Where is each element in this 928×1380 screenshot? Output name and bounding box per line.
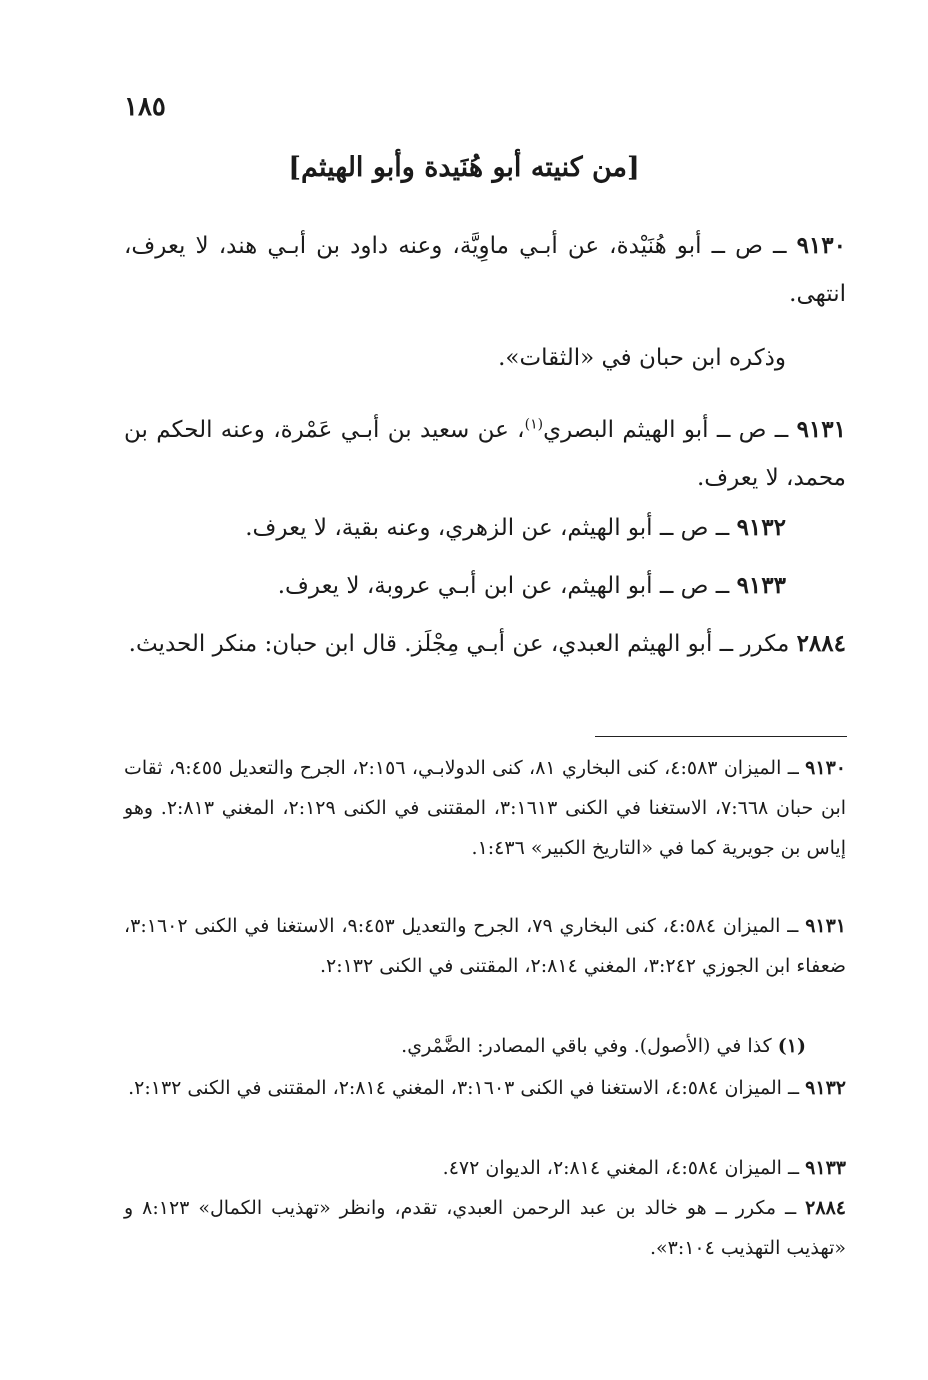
- entry-number: ٢٨٨٤: [796, 630, 846, 657]
- entry-9131: [124, 406, 846, 502]
- footnote-divider: [595, 736, 847, 737]
- entry-2884: [124, 620, 846, 668]
- footnote-reference: (١): [524, 416, 544, 433]
- entry-text: ــ ص ــ أبو الهيثم، عن الزهري، وعنه بقية، لا يعرف.: [245, 515, 737, 541]
- entry-text: ــ ص ــ أبو الهيثم، عن ابن أبـي عروبة، لا يعرف.: [277, 573, 737, 599]
- footnote-number: ٩١٣٢: [805, 1077, 846, 1099]
- footnote-text: ــ الميزان ٤:٥٨٣، كنى البخاري ٨١، كنى الدولابـي، ٢:١٥٦، الجرح والتعديل ٩:٤٥٥، ثقات ابن حبان ٧:٦٦٨، الاستغنا في الكنى ٣:١٦١٣، المقتنى في الكنى ٢:١٢٩، المغني ٢:٨١٣. وهو إياس بن جويرية كما في «التاريخ الكبير» ١:٤٣٦.: [124, 757, 847, 859]
- entry-ibn-hibban-note: [124, 334, 786, 382]
- entry-number: ٩١٣٠: [796, 232, 846, 259]
- entry-text: مكرر ــ أبو الهيثم العبدي، عن أبـي مِجْلَز. قال ابن حبان: منكر الحديث.: [128, 631, 797, 657]
- footnote-number: (١): [777, 1035, 806, 1057]
- footnote-number: ٩١٣٣: [805, 1157, 846, 1179]
- page-number: ١٨٥: [124, 92, 166, 122]
- footnote-1: [124, 1026, 806, 1066]
- entry-9130: [124, 222, 846, 318]
- footnote-text: ــ الميزان ٤:٥٨٤، كنى البخاري ٧٩، الجرح والتعديل ٩:٤٥٣، الاستغنا في الكنى ٣:١٦٠٢، ضعفاء ابن الجوزي ٣:٢٤٢، المغني ٢:٨١٤، المقتنى في الكنى ٢:١٣٢.: [124, 915, 846, 977]
- footnote-number: ٩١٣١: [805, 915, 847, 937]
- entry-text: وذكره ابن حبان في «الثقات».: [498, 345, 786, 371]
- entry-text: ــ ص ــ أبو هُنَيْدة، عن أبـي ماوِيَّة، وعنه داود بن أبـي هند، لا يعرف، انتهى.: [124, 233, 846, 307]
- entry-number: ٩١٣٣: [736, 572, 786, 599]
- footnote-text: ــ الميزان ٤:٥٨٤، المغني ٢:٨١٤، الديوان ٤٧٢.: [442, 1157, 806, 1179]
- footnote-9130: [124, 748, 846, 868]
- entry-9132: [124, 504, 786, 552]
- footnote-number: ٢٨٨٤: [805, 1197, 846, 1219]
- entry-text: ــ ص ــ أبو الهيثم البصري: [543, 417, 797, 443]
- entry-text-continued: ، عن سعيد بن أبـي عَمْرة، وعنه الحكم بن محمد، لا يعرف.: [124, 417, 846, 491]
- footnote-text: ــ مكرر ــ هو خالد بن عبد الرحمن العبدي، تقدم، وانظر «تهذيب الكمال» ٨:١٢٣ و «تهذيب التهذيب ٣:١٠٤».: [124, 1197, 846, 1259]
- entry-9133: [124, 562, 786, 610]
- entry-number: ٩١٣١: [796, 416, 846, 443]
- footnote-9131: [124, 906, 846, 986]
- footnote-9132: [124, 1068, 846, 1108]
- entry-number: ٩١٣٢: [736, 514, 786, 541]
- footnote-number: ٩١٣٠: [805, 757, 846, 779]
- footnote-9133: [124, 1148, 846, 1188]
- footnote-2884: [124, 1188, 846, 1268]
- footnote-text: ــ الميزان ٤:٥٨٤، الاستغنا في الكنى ٣:١٦٠٣، المغني ٢:٨١٤، المقتنى في الكنى ٢:١٣٢.: [128, 1077, 806, 1099]
- section-heading: [من كنيته أبو هُنَيدة وأبو الهيثم]: [288, 152, 640, 183]
- footnote-text: كذا في (الأصول). وفي باقي المصادر: الضَّمْري.: [401, 1035, 778, 1057]
